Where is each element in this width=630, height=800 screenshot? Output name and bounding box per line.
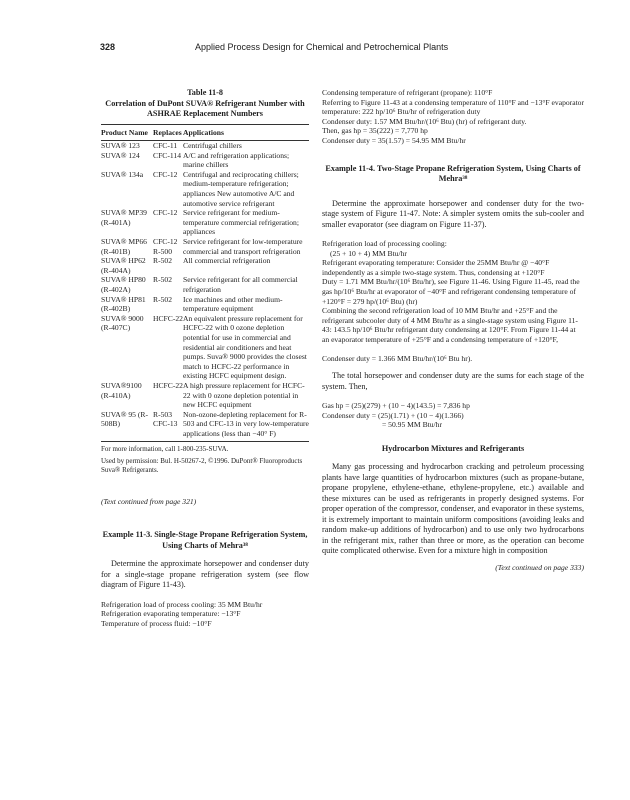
applications-cell: Service refrigerant for all commercial refrigeration (183, 275, 298, 294)
data-line: Duty = 1.71 MM Btu/hr/(10⁶ Btu/hr), see Figure 11-46. Using Figure 11-45, read the gas hp/10⁶ Btu/hr at evaporator of −40°F and refrigerant condensing temperature of +120°F = 279 hp/(10⁶ Btu) (hr) (322, 277, 580, 306)
data-line: Refrigeration load of processing cooling: (322, 239, 447, 249)
product-name-cell: SUVA® HP80 (R-402A) (101, 275, 146, 294)
product-name-cell: SUVA® HP81 (R-402B) (101, 294, 146, 314)
product-name-cell: SUVA® 134a (101, 169, 144, 179)
applications-cell: Ice machines and other medium-temperature equipment (183, 294, 283, 314)
column-header: Applications (183, 124, 309, 141)
applications-cell: Service refrigerant for low-temperature commercial and transport refrigeration (183, 237, 303, 256)
table-row (101, 275, 309, 294)
left-column (101, 88, 309, 628)
table-row (101, 295, 309, 314)
product-name-cell: SUVA® HP62 (R-404A) (101, 256, 146, 275)
table-header-row (101, 124, 309, 141)
table-note: For more information, call 1-800-235-SUVA. (101, 444, 229, 453)
replaces-cell: R-502 (153, 256, 172, 266)
replaces-cell: CFC-12 (153, 208, 178, 218)
applications-cell: Non-ozone-depleting replacement for R-503 and CFC-13 in very low-temperature applications (less than −40° F) (183, 410, 309, 441)
table-row (101, 141, 309, 151)
applications-cell: Centrifugal and reciprocating chillers; medium-temperature refrigeration; appliances New automotive A/C and automotive service refrigerant (183, 169, 299, 208)
replaces-cell: CFC-12 R-500 (153, 237, 178, 256)
column-header: Product Name (101, 124, 153, 141)
applications-cell: An equivalent pressure replacement for HCFC-22 with 0 ozone depletion potential for use in commercial and residential air conditioners and heat pumps. Suva® 9000 provides the closest match to HCFC-22 performance in existing HCFC equipment design. (183, 313, 307, 381)
section-paragraph: Many gas processing and hydrocarbon cracking and petroleum processing plants have large quantities of hydrocarbon mixtures (such as propane-butane, propane propylene, ethylene-ethane, ethylene-propylene, etc.) available and these mixtures can be used as refrigerants in properly designed systems. For proper operation of the compressor, condenser, and evaporator in these systems, it is extremely important to maintain uniform compositions (avoiding leaks and random make-up additions of hydrocarbon) and to use only two hydrocarbons in the refrigerant mix, rather than three or more, as the operation can become quite complicated otherwise. Even for a mixture high in composition (322, 462, 584, 556)
data-line: Condensing temperature of refrigerant (propane): 110°F (322, 88, 493, 97)
replaces-cell: R-502 (153, 294, 172, 304)
data-line: Then, gas hp = 35(222) = 7,770 hp (322, 126, 428, 136)
data-line: Combining the second refrigeration load of 10 MM Btu/hr and +25°F and the refrigerant subcooler duty of 4 MM Btu/hr as a single-stage system using Figure 11-43: 143.5 hp/10⁶ Btu/hr refrigerant duty condensing at 120°F. From Figure 11-44 at an evaporator temperature of +25°F and a condensing temperature of +120°F, (322, 306, 578, 344)
table-row (101, 410, 309, 441)
data-line: (25 + 10 + 4) MM Btu/hr (330, 248, 407, 258)
totals (322, 401, 584, 430)
running-title: Applied Process Design for Chemical and Petrochemical Plants (195, 42, 449, 52)
data-line: Referring to Figure 11-43 at a condensing temperature of 110°F and −13°F evaporator temperature: 222 hp/10⁶ Btu/hr of refrigeration duty (322, 97, 585, 117)
example-11-4-title: Example 11-4. Two-Stage Propane Refrigeration System, Using Charts of Mehra³⁸ (325, 163, 581, 184)
replaces-cell: CFC-11 (153, 141, 178, 151)
table-row (101, 256, 309, 275)
right-column (322, 88, 584, 573)
table-row (101, 208, 309, 237)
product-name-cell: SUVA® MP39 (R-401A) (101, 208, 147, 227)
data-line: Refrigeration evaporating temperature: −13°F (101, 609, 241, 619)
table-number: Table 11-8 (187, 88, 223, 97)
replaces-cell: HCFC-22 (153, 380, 183, 390)
example-11-3-data (101, 600, 309, 629)
page-number: 328 (100, 42, 116, 52)
continued-on: (Text continued on page 333) (495, 562, 584, 572)
column-header: Replaces (153, 124, 183, 141)
table-title: Correlation of DuPont SUVA® Refrigerant Number with ASHRAE Replacement Numbers (105, 98, 305, 118)
data-line: = 50.95 MM Btu/hr (382, 420, 442, 430)
example-11-4-paragraph: Determine the approximate horsepower and condenser duty for the two-stage system of Figure 11-47. Note: A simpler system omits the sub-cooler and smaller evaporator (see diagram on Figure 11-37). (322, 198, 584, 229)
data-line: Condenser duty = 1.366 MM Btu/hr/(10⁶ Btu hr). (322, 353, 473, 363)
replaces-cell: CFC-12 (153, 169, 178, 179)
example-11-4-calc (322, 239, 584, 363)
product-name-cell: SUVA® 9000 (R-407C) (101, 313, 144, 333)
table-row (101, 314, 309, 381)
data-line: Temperature of process fluid: −10°F (101, 618, 212, 628)
product-name-cell: SUVA® 124 (101, 150, 140, 160)
applications-cell: Centrifugal chillers (183, 141, 242, 151)
replaces-cell: CFC-114 (153, 150, 181, 160)
totals-paragraph: The total horsepower and condenser duty are the sums for each stage of the system. Then, (322, 371, 584, 391)
data-line: Refrigerant evaporating temperature: Consider the 25MM Btu/hr @ −40°F independently as a simple two-stage system. Thus, condensing at +120°F (322, 258, 550, 277)
product-name-cell: SUVA® 95 (R-508B) (101, 410, 153, 441)
table-caption (101, 88, 309, 120)
applications-cell: A high pressure replacement for HCFC-22 with 0 ozone depletion potential in new HCFC equipment (183, 380, 305, 410)
table-row (101, 151, 309, 170)
product-name-cell: SUVA® 123 (101, 141, 140, 151)
applications-cell: All commercial refrigeration (183, 256, 271, 266)
replaces-cell: R-502 (153, 275, 172, 285)
example-11-3-title: Example 11-3. Single-Stage Propane Refrigeration System, Using Charts of Mehra³⁸ (102, 530, 308, 550)
data-line: Condenser duty = (25)(1.71) + (10 − 4)(1.366) (322, 410, 464, 420)
applications-cell: Service refrigerant for medium-temperature commercial refrigeration; appliances (183, 208, 299, 237)
section-title: Hydrocarbon Mixtures and Refrigerants (381, 443, 525, 453)
data-line: Condenser duty: 1.57 MM Btu/hr/(10⁶ Btu) (hr) of refrigerant duty. (322, 116, 527, 126)
product-name-cell: SUVA® MP66 (R-401B) (101, 237, 147, 256)
continued-from: (Text continued from page 321) (101, 496, 197, 506)
data-line: Gas hp = (25)(279) + (10 − 4)(143.5) = 7,836 hp (322, 401, 470, 411)
product-name-cell: SUVA®9100 (R-410A) (101, 380, 142, 400)
example-11-3-continued (322, 88, 584, 146)
data-line: Refrigeration load of process cooling: 35 MM Btu/hr (101, 599, 263, 609)
table-source: Used by permission: Bul. H-50267-2, ©1996. DuPont® Fluoroproducts Suva® Refrigerants. (101, 456, 303, 474)
example-11-3-paragraph: Determine the approximate horsepower and condenser duty for a single-stage propane refrigeration system (see flow diagram of Figure 11-43). (101, 559, 309, 590)
table-row (101, 170, 309, 208)
data-line: Condenser duty = 35(1.57) = 54.95 MM Btu/hr (322, 135, 466, 145)
table-row (101, 237, 309, 256)
table-row (101, 381, 309, 410)
refrigerant-table (101, 124, 309, 442)
replaces-cell: R-503 CFC-13 (153, 410, 183, 441)
applications-cell: A/C and refrigeration applications; marine chillers (183, 150, 290, 170)
replaces-cell: HCFC-22 (153, 313, 183, 323)
